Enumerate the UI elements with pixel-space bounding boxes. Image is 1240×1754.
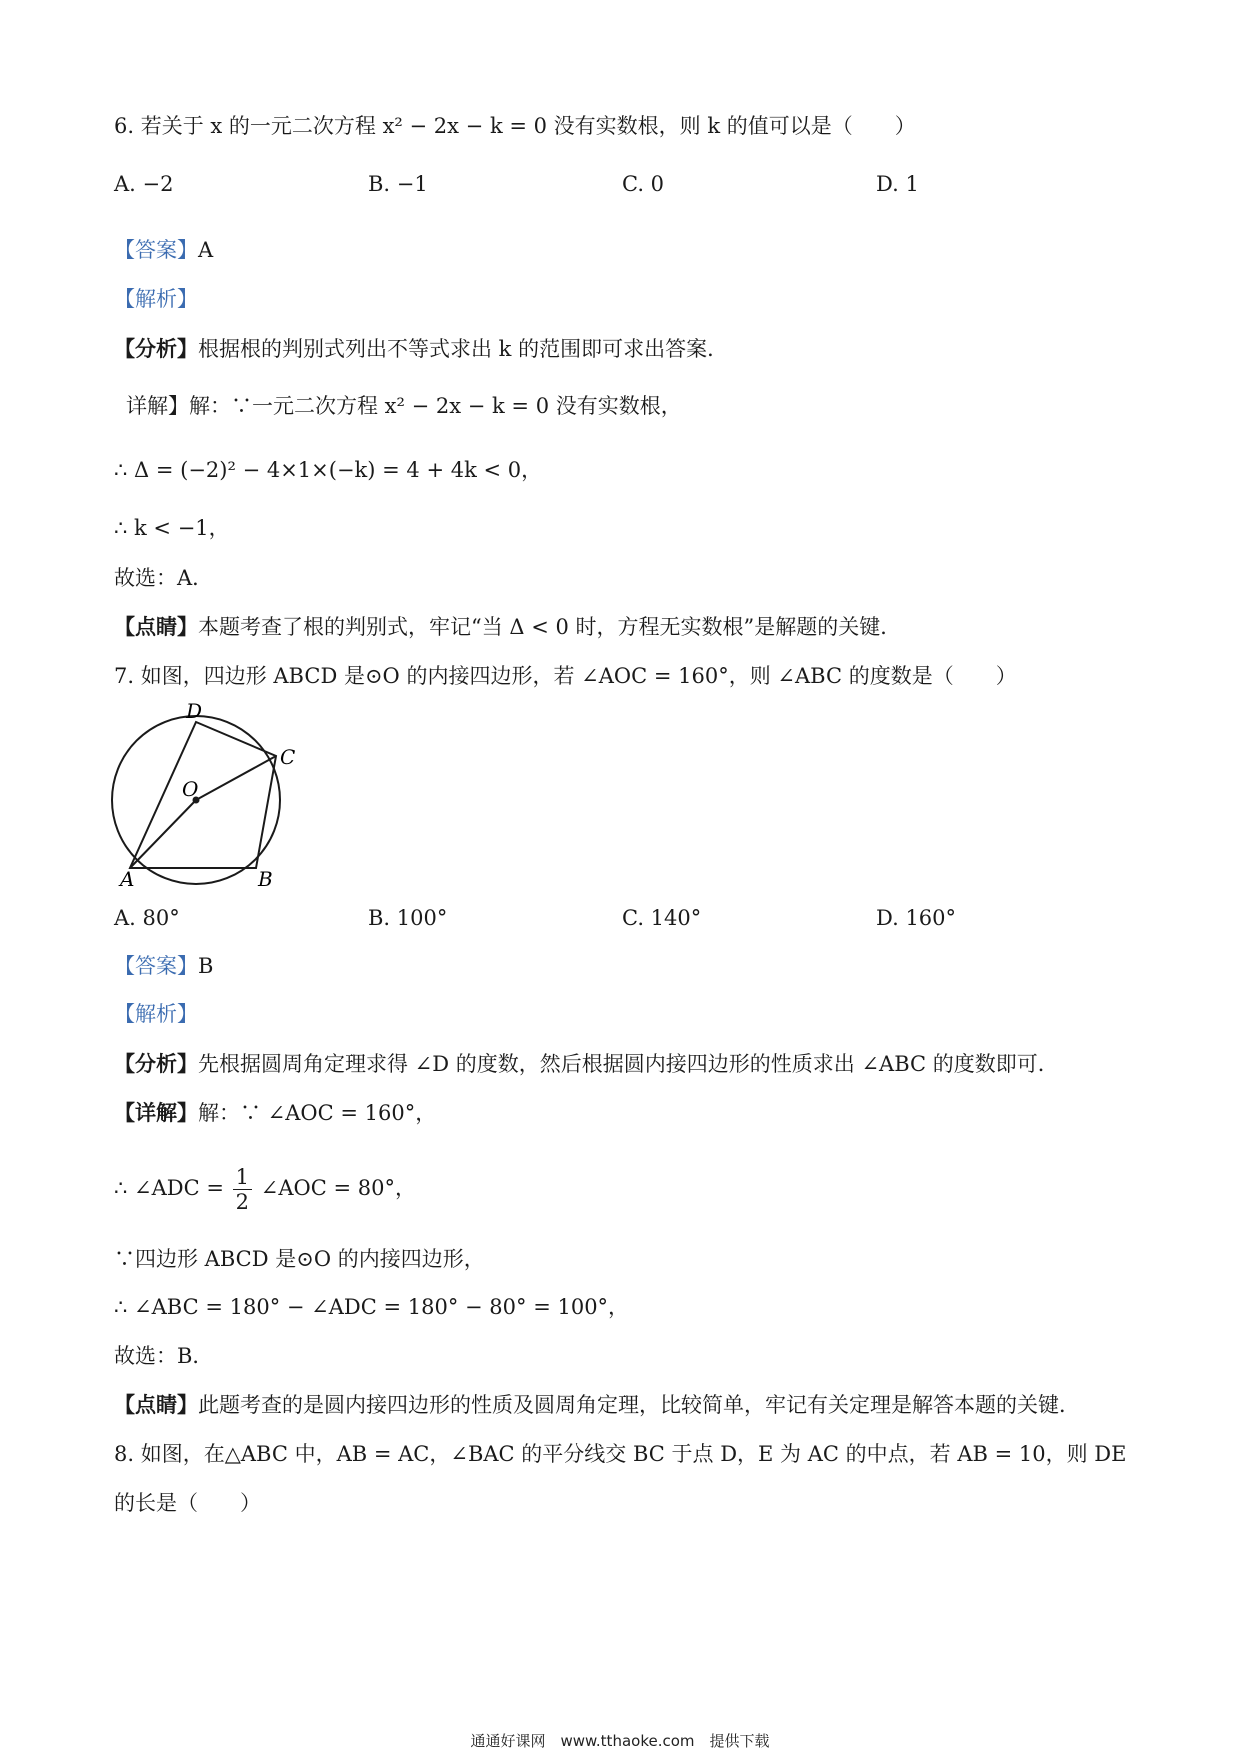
q6-step2: ∴ k < −1， bbox=[114, 516, 230, 540]
q7-xiangjie-line bbox=[114, 1099, 436, 1127]
q7-fenxi: 先根据圆周角定理求得 ∠D 的度数，然后根据圆内接四边形的性质求出 ∠ABC 的度数即可． bbox=[198, 1052, 1059, 1076]
q7-dianjing: 此题考查的是圆内接四边形的性质及圆周角定理，比较简单，牢记有关定理是解答本题的关键． bbox=[198, 1393, 1080, 1417]
q7-xiangjie-tag: 【详解】 bbox=[114, 1100, 198, 1125]
q6-guxuan: 故选：A． bbox=[114, 566, 214, 590]
q7-option-b: B. 100° bbox=[368, 906, 448, 930]
q7-dianjing-line bbox=[114, 1391, 1080, 1419]
q6-stem: 6. 若关于 x 的一元二次方程 x² − 2x − k = 0 没有实数根，则 k 的值可以是（ ） bbox=[114, 114, 916, 138]
q6-fenxi-line bbox=[114, 335, 728, 363]
q6-answer: A bbox=[198, 238, 214, 262]
q7-stem: 7. 如图，四边形 ABCD 是⊙O 的内接四边形，若 ∠AOC = 160°，则 ∠ABC 的度数是（ ） bbox=[114, 664, 1017, 688]
q7-option-a: A. 80° bbox=[114, 906, 180, 930]
q7-dianjing-tag: 【点睛】 bbox=[114, 1392, 198, 1417]
q7-step1-post: ∠AOC = 80°， bbox=[260, 1176, 416, 1200]
q8-stem-line1: 8. 如图，在△ABC 中，AB = AC，∠BAC 的平分线交 BC 于点 D，E 为 AC 的中点，若 AB = 10，则 DE bbox=[114, 1442, 1127, 1466]
cyclic-quadrilateral-figure bbox=[110, 700, 300, 890]
q7-step2: ∵四边形 ABCD 是⊙O 的内接四边形， bbox=[114, 1247, 485, 1271]
q6-dianjing-line bbox=[114, 613, 901, 641]
label-o: O bbox=[182, 777, 199, 801]
q6-option-c: C. 0 bbox=[622, 172, 665, 196]
q6-xiangjie: 详解】解：∵一元二次方程 x² − 2x − k = 0 没有实数根， bbox=[126, 394, 682, 418]
q7-fenxi-tag: 【分析】 bbox=[114, 1051, 198, 1076]
fraction-numerator: 1 bbox=[233, 1165, 252, 1190]
q7-xiangjie: 解：∵ ∠AOC = 160°， bbox=[198, 1101, 437, 1125]
q7-answer: B bbox=[198, 954, 214, 978]
q6-step1: ∴ Δ = (−2)² − 4×1×(−k) = 4 + 4k < 0， bbox=[114, 458, 543, 482]
q6-fenxi: 根据根的判别式列出不等式求出 k 的范围即可求出答案． bbox=[198, 337, 729, 361]
q7-jiexi-tag: 【解析】 bbox=[114, 1002, 198, 1026]
q6-jiexi-tag: 【解析】 bbox=[114, 287, 198, 311]
q7-step1 bbox=[114, 1160, 416, 1216]
q7-guxuan: 故选：B． bbox=[114, 1344, 214, 1368]
q6-dianjing-tag: 【点睛】 bbox=[114, 614, 198, 639]
q7-step3: ∴ ∠ABC = 180° − ∠ADC = 180° − 80° = 100°， bbox=[114, 1295, 630, 1319]
q6-fenxi-tag: 【分析】 bbox=[114, 336, 198, 361]
segment-ao bbox=[130, 800, 196, 868]
q7-option-c: C. 140° bbox=[622, 906, 702, 930]
q6-option-d: D. 1 bbox=[876, 172, 919, 196]
label-c: C bbox=[280, 745, 296, 769]
label-d: D bbox=[186, 700, 203, 723]
q6-dianjing: 本题考查了根的判别式，牢记“当 Δ < 0 时，方程无实数根”是解题的关键． bbox=[198, 615, 902, 639]
label-b: B bbox=[258, 867, 273, 890]
label-a: A bbox=[120, 867, 135, 890]
fraction-denominator: 2 bbox=[235, 1190, 250, 1214]
q6-option-a: A. −2 bbox=[114, 172, 174, 196]
q6-answer-line bbox=[114, 236, 213, 264]
q6-answer-tag: 【答案】 bbox=[114, 238, 198, 262]
page-footer: 通通好课网 www.tthaoke.com 提供下载 bbox=[470, 1732, 770, 1750]
q7-step1-pre: ∴ ∠ADC = bbox=[114, 1176, 224, 1200]
q7-answer-tag: 【答案】 bbox=[114, 954, 198, 978]
fraction-one-half bbox=[233, 1165, 252, 1214]
segment-oc bbox=[196, 756, 276, 800]
q7-option-d: D. 160° bbox=[876, 906, 957, 930]
q7-answer-line bbox=[114, 952, 213, 980]
q6-option-b: B. −1 bbox=[368, 172, 428, 196]
q7-fenxi-line bbox=[114, 1050, 1059, 1078]
q8-stem-line2: 的长是（ ） bbox=[114, 1491, 261, 1515]
